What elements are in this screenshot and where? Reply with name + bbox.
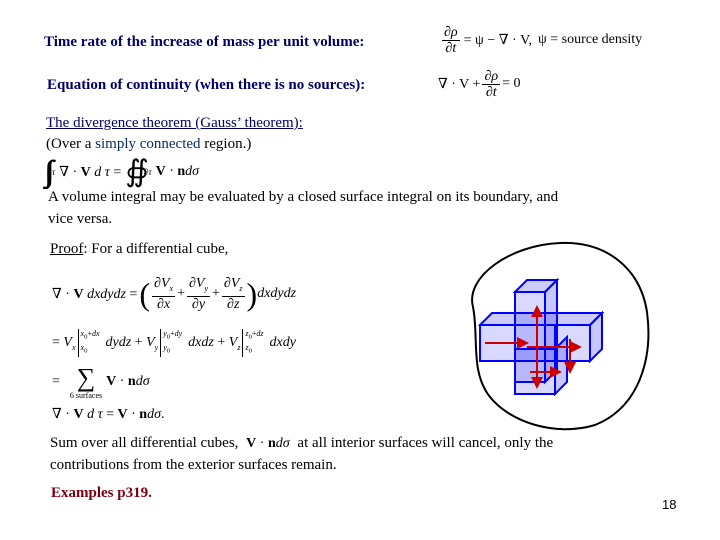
divergence-theorem-equation: τ ∇ · V d τ = ∯ ∂τ V · ndσ: [52, 155, 200, 188]
proof-equation-3: = ∑ 6 surfaces V · ndσ: [52, 362, 150, 400]
sum-text-2: at all interior surfaces will cancel, only the: [297, 435, 554, 451]
continuity-drho-dt: $\frac{\partial\rho}{\partial t}$: [484, 68, 499, 100]
simply-connected-note: [46, 135, 251, 153]
simply-connected-suffix: region.): [200, 136, 252, 152]
examples-link[interactable]: Examples p319.: [51, 485, 152, 501]
sum-text-3: contributions from the exterior surfaces remain.: [50, 457, 337, 473]
continuity-equation-tail: = 0: [502, 76, 521, 91]
mass-rate-label: Time rate of the increase of mass per unit volume:: [44, 34, 365, 50]
volume-integral-text-2: vice versa.: [48, 211, 113, 227]
proof-equation-1: ∇ · V dxdydz = ( $\frac{\partial V_x}{\partial x}$ + $\frac{\partial V_y}{\partial y}$ + $\frac{\partial V_z}{\partial z}$ ) dxdydz: [52, 276, 297, 312]
mass-rate-equation-mid: = ψ − ∇ · V,: [463, 32, 532, 48]
proof-equation-4: ∇ · V d τ = V · ndσ.: [52, 407, 165, 422]
divergence-theorem-heading: The divergence theorem (Gauss’ theorem):: [46, 115, 303, 131]
proof-label: Proof: [50, 241, 84, 257]
source-density-text: ψ = source density: [537, 32, 643, 47]
sum-text-1: Sum over all differential cubes,: [50, 435, 239, 451]
inline-vndsigma: V · ndσ: [246, 436, 290, 451]
proof-equation-2: = $V_x$ $x_0+dx$ $x_0$ dydz + $V_y$ $y_0+dy$ $y_0$ dxdz + $V_z$ $z_0+dz$ $z_0$ dxdy: [52, 329, 296, 355]
drho-dt-fraction: $\frac{\partial\rho}{\partial t}$: [444, 24, 458, 56]
continuity-label: Equation of continuity (when there is no sources):: [47, 77, 366, 93]
continuity-equation: [438, 64, 521, 104]
continuity-equation-head: ∇ · V +: [438, 76, 481, 92]
region-cube-diagram: [455, 237, 655, 437]
page-number: 18: [662, 497, 677, 512]
proof-rest: : For a differential cube,: [83, 241, 229, 257]
simply-connected-link[interactable]: simply connected: [95, 136, 201, 152]
simply-connected-prefix: (Over a: [46, 136, 96, 152]
proof-line: [50, 240, 228, 258]
mass-rate-equation: [440, 20, 642, 60]
volume-integral-text: A volume integral may be evaluated by a closed surface integral on its boundary, and: [48, 189, 559, 205]
